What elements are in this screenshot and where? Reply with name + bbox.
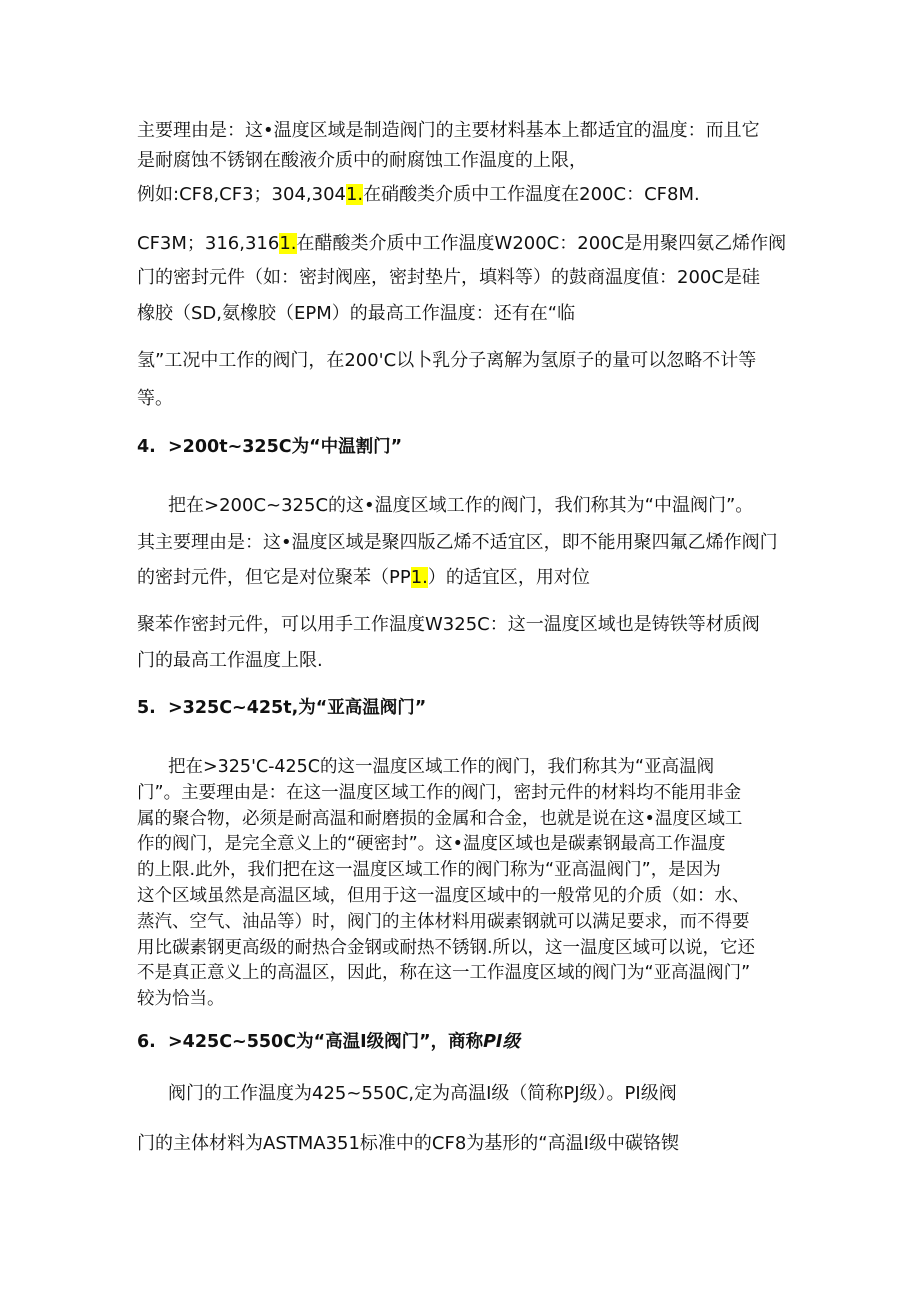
paragraph-line: 门”。主要理由是：在这一温度区域工作的阀门，密封元件的材料均不能用非金 xyxy=(137,783,742,803)
text-run: 在硝酸类介质中工作温度在200C：CF8M. xyxy=(363,184,700,205)
paragraph-line xyxy=(137,184,700,206)
text-run: 阀门的工作温度为425~550C,定为高温I级（简称PJ级）。PI级阀 xyxy=(168,1083,677,1104)
text-run: 把在>325'C-425C的这一温度区域工作的阀门，我们称其为“亚高温阀 xyxy=(168,757,715,777)
paragraph-line: 等。 xyxy=(137,388,173,409)
paragraph-line xyxy=(137,495,753,517)
paragraph-line: 用比碳素钢更高级的耐热合金钢或耐热不锈钢.所以，这一温度区域可以说，它还 xyxy=(137,938,756,958)
paragraph-line: 蒸汽、空气、油品等）时，阀门的主体材料用碳素钢就可以满足要求，而不得要 xyxy=(137,912,750,932)
section-heading-6 xyxy=(137,1031,520,1053)
highlight-mark: 1. xyxy=(410,567,428,588)
paragraph-line: 其主要理由是：这•温度区域是聚四版乙烯不适宜区，即不能用聚四氟乙烯作阀门 xyxy=(137,532,778,553)
text-run: 的密封元件，但它是对位聚苯（PP xyxy=(137,567,411,588)
highlight-mark: 1. xyxy=(345,184,364,205)
heading-text: 6. >425C~550C为“高温I级阀门”，商称 xyxy=(137,1032,484,1052)
paragraph-line: 作的阀门，是完全意义上的“硬密封”。这•温度区域也是碳素钢最高工作温度 xyxy=(137,834,726,854)
text-run: ）的适宜区，用对位 xyxy=(427,567,590,588)
paragraph-line: 不是真正意义上的高温区，因此，称在这一工作温度区域的阀门为“亚高温阀门” xyxy=(137,963,751,983)
text-run: 把在>200C~325C的这•温度区域工作的阀门，我们称其为“中温阀门”。 xyxy=(168,495,754,516)
section-heading-4: 4. >200t~325C为“中温割门” xyxy=(137,437,403,457)
paragraph-line xyxy=(137,567,590,589)
paragraph-line: 氢”工况中工作的阀门，在200'C以卜乳分子离解为氢原子的量可以忽略不计等 xyxy=(137,350,757,371)
text-run: 例如:CF8,CF3；304,304 xyxy=(137,184,346,205)
paragraph-line: 这个区域虽然是高温区域，但用于这一温度区域中的一般常见的介质（如：水、 xyxy=(137,886,750,906)
text-run: CF3M；316,316 xyxy=(137,233,280,254)
paragraph-line: 是耐腐蚀不锈钢在酸液介质中的耐腐蚀工作温度的上限， xyxy=(137,150,587,171)
paragraph-line: 属的聚合物，必须是耐高温和耐磨损的金属和合金，也就是说在这•温度区域工 xyxy=(137,809,743,829)
paragraph-line: 较为恰当。 xyxy=(137,989,225,1009)
section-heading-5: 5. >325C~425t,为“亚高温阀门” xyxy=(137,698,427,718)
text-run: 在醋酸类介质中工作温度W200C：200C是用聚四氨乙烯作阀 xyxy=(296,233,787,254)
paragraph-line: 门的主体材料为ASTMA351标准中的CF8为基形的“高温I级中碳铬锲 xyxy=(137,1133,679,1154)
paragraph-line xyxy=(137,233,786,255)
paragraph-line: 的上限.此外，我们把在这一温度区域工作的阀门称为“亚高温阀门”，是因为 xyxy=(137,860,721,880)
paragraph-line xyxy=(137,757,714,778)
paragraph-line: 橡胶（SD,氨橡胶（EPM）的最高工作温度：还有在“临 xyxy=(137,303,576,324)
heading-text-italic: PI级 xyxy=(483,1032,520,1052)
paragraph-line xyxy=(137,1083,677,1105)
paragraph-line: 主要理由是：这•温度区域是制造阀门的主要材料基本上都适宜的温度：而且它 xyxy=(137,120,760,141)
paragraph-line: 门的最高工作温度上限. xyxy=(137,650,323,671)
paragraph-line: 门的密封元件（如：密封阀座，密封垫片，填料等）的鼓商温度值：200C是硅 xyxy=(137,267,760,288)
highlight-mark: 1. xyxy=(279,233,297,254)
paragraph-line: 聚苯作密封元件，可以用手工作温度W325C：这一温度区域也是铸铁等材质阀 xyxy=(137,614,760,635)
